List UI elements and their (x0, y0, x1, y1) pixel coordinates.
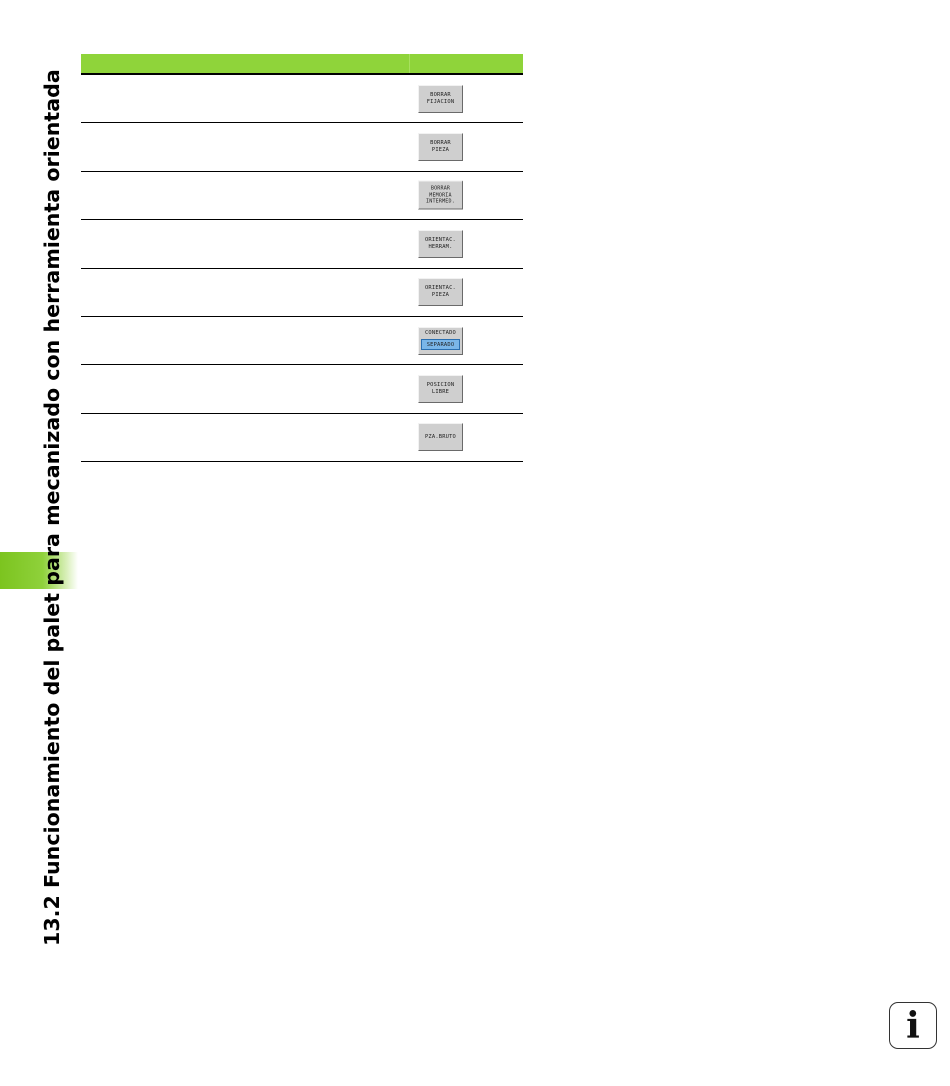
softkey-borrar-fijacion[interactable] (418, 85, 463, 113)
table-row (81, 220, 523, 268)
softkey-line: INTERMED. (426, 198, 455, 205)
softkey-line: POSICION (426, 382, 455, 389)
table-row (81, 414, 523, 462)
softkey-line: ORIENTAC. (424, 285, 456, 292)
softkey-line: ORIENTAC. (424, 236, 456, 243)
softkey-line: BORRAR (430, 91, 451, 98)
softkey-borrar-pieza[interactable] (418, 133, 463, 161)
softkey-borrar-memoria-intermed[interactable] (418, 181, 463, 210)
table-row (81, 172, 523, 220)
softkey-pza-bruto[interactable] (418, 423, 463, 451)
header-cell-description (81, 54, 409, 73)
softkey-line: PIEZA (431, 292, 450, 299)
softkey-line: HERRAM. (428, 243, 453, 250)
softkey-line: BORRAR (430, 185, 451, 192)
softkey-conectado-separado-toggle[interactable] (418, 327, 463, 355)
softkey-line: PZA.BRUTO (424, 433, 456, 440)
softkey-line: FIJACION (426, 98, 455, 105)
softkey-orientac-herram[interactable] (418, 230, 463, 258)
softkey-posicion-libre[interactable] (418, 375, 463, 403)
toggle-option-separado-active: SEPARADO (421, 339, 460, 350)
softkey-line: MEMORIA (429, 192, 452, 199)
softkey-line: BORRAR (430, 140, 451, 147)
table-row (81, 317, 523, 365)
chapter-tab-marker (0, 552, 78, 589)
table-row (81, 75, 523, 123)
softkey-line: PIEZA (431, 147, 450, 154)
table-header (81, 54, 523, 75)
table-row (81, 365, 523, 413)
softkey-table (81, 54, 523, 462)
softkey-orientac-pieza[interactable] (418, 278, 463, 306)
softkey-line: LIBRE (431, 389, 450, 396)
table-row (81, 123, 523, 171)
info-icon: i (889, 1002, 937, 1049)
toggle-option-conectado: CONECTADO (424, 329, 456, 336)
section-title: 13.2 Funcionamiento del palet para mecanizado con herramienta orientada (40, 69, 64, 946)
header-cell-softkey (409, 54, 523, 73)
table-row (81, 269, 523, 317)
